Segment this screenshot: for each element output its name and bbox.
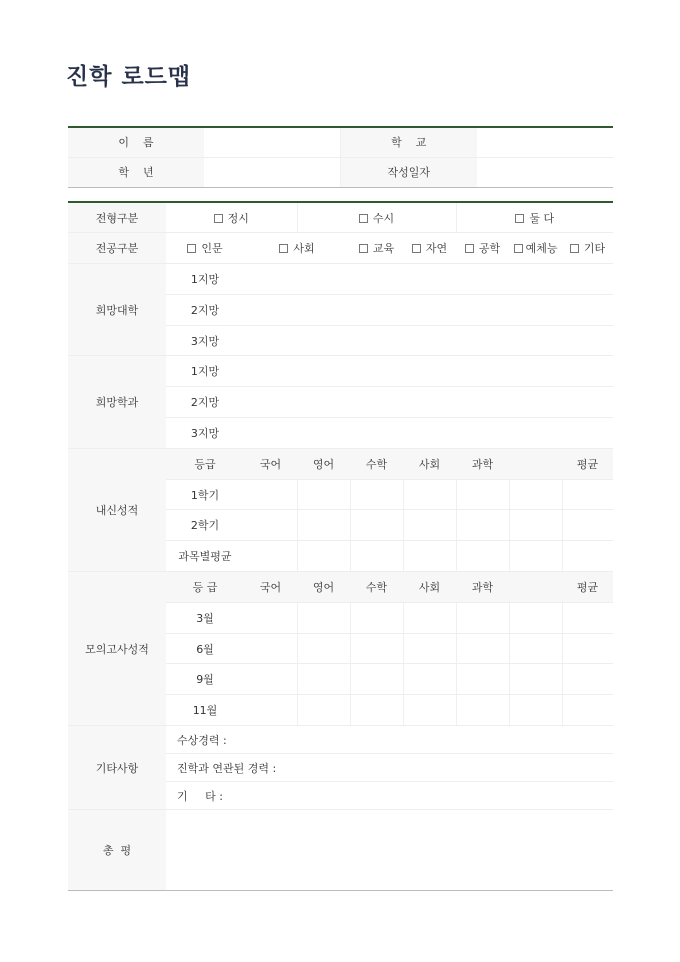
grade-cell[interactable] [403,541,456,572]
school-field[interactable] [477,127,613,157]
mock-cell[interactable] [350,664,403,695]
info-row-1 [68,127,613,157]
checkbox-icon[interactable] [359,244,368,253]
page-title: 진학 로드맵 [66,64,192,90]
grade-field[interactable] [204,157,340,187]
admission-option-0[interactable]: 정시 [166,202,297,233]
mock-header-cell: 국어 [244,572,297,603]
mock-cell[interactable] [297,633,350,664]
other-etc-field[interactable]: 기 타 : [166,782,613,810]
major-option-3[interactable]: 자연 [403,233,456,264]
checkbox-icon[interactable] [570,244,579,253]
semester-label: 1학기 [166,479,244,510]
dept-choice-label: 2지망 [166,387,244,418]
mock-cell[interactable] [350,602,403,633]
school-grade-header-row [68,448,613,479]
checkbox-icon[interactable] [279,244,288,253]
total-label: 총 평 [68,810,166,891]
admission-option-1[interactable]: 수시 [297,202,456,233]
grade-header-cell: 영어 [297,448,350,479]
grade-cell[interactable] [562,541,613,572]
school-grades-label: 내신성적 [68,448,166,571]
mock-cell[interactable] [403,602,456,633]
school-label: 학 교 [340,127,477,157]
mock-header-cell: 영어 [297,572,350,603]
grade-cell[interactable] [244,510,297,541]
mock-header-cell: 등 급 [166,572,244,603]
mock-cell[interactable] [403,664,456,695]
mock-cell[interactable] [403,633,456,664]
dept-choice-label: 3지망 [166,418,244,449]
major-label: 전공구분 [68,233,166,264]
grade-header-cell: 국어 [244,448,297,479]
total-row [68,810,613,891]
roadmap-table [68,201,613,891]
checkbox-icon[interactable] [515,214,524,223]
grade-cell[interactable] [297,510,350,541]
grade-cell[interactable] [350,541,403,572]
grade-cell[interactable] [509,510,562,541]
dept-choice-label: 1지망 [166,356,244,387]
month-label: 3월 [166,602,244,633]
checkbox-icon[interactable] [187,244,196,253]
grade-cell[interactable] [350,510,403,541]
desired-dept-label: 희망학과 [68,356,166,448]
checkbox-icon[interactable] [359,214,368,223]
grade-header-cell: 사회 [403,448,456,479]
mock-cell[interactable] [562,664,613,695]
mock-cell[interactable] [244,695,297,726]
month-label: 6월 [166,633,244,664]
mock-cell[interactable] [509,633,562,664]
grade-cell[interactable] [244,541,297,572]
dept-choice-field[interactable] [244,387,613,418]
date-label: 작성일자 [340,157,477,187]
mock-cell[interactable] [297,695,350,726]
mock-cell[interactable] [244,633,297,664]
mock-header-cell: 평균 [562,572,613,603]
mock-header-row [68,572,613,603]
mock-cell[interactable] [562,602,613,633]
total-field[interactable] [166,810,613,891]
mock-cell[interactable] [297,602,350,633]
mock-header-cell: 사회 [403,572,456,603]
mock-cell[interactable] [562,633,613,664]
checkbox-icon[interactable] [214,214,223,223]
major-option-2[interactable]: 교육 [350,233,403,264]
grade-header-cell: 과학 [456,448,509,479]
mock-cell[interactable] [244,664,297,695]
grade-cell[interactable] [562,510,613,541]
month-label: 11월 [166,695,244,726]
grade-cell[interactable] [456,479,509,510]
univ-row-1 [68,264,613,295]
date-field[interactable] [477,157,613,187]
mock-exam-label: 모의고사성적 [68,572,166,726]
major-option-4[interactable]: 공학 [456,233,509,264]
major-option-6[interactable]: 기타 [562,233,613,264]
awards-field[interactable]: 수상경력 : [166,726,613,754]
grade-cell[interactable] [509,479,562,510]
grade-cell[interactable] [456,510,509,541]
admission-label: 전형구분 [68,202,166,233]
dept-choice-field[interactable] [244,418,613,449]
name-label: 이 름 [68,127,204,157]
grade-header-cell: 평균 [562,448,613,479]
grade-cell[interactable] [403,510,456,541]
mock-header-cell: 수학 [350,572,403,603]
mock-cell[interactable] [456,695,509,726]
mock-cell[interactable] [350,695,403,726]
major-option-5[interactable]: 예체능 [509,233,562,264]
mock-cell[interactable] [350,633,403,664]
mock-cell[interactable] [297,664,350,695]
month-label: 9월 [166,664,244,695]
other-row-1 [68,726,613,754]
major-option-1[interactable]: 사회 [244,233,350,264]
univ-choice-field[interactable] [244,294,613,325]
semester-label: 2학기 [166,510,244,541]
related-experience-field[interactable]: 진학과 연관된 경력 : [166,754,613,782]
mock-cell[interactable] [456,633,509,664]
univ-choice-label: 1지망 [166,264,244,295]
checkbox-icon[interactable] [465,244,474,253]
checkbox-icon[interactable] [412,244,421,253]
univ-choice-field[interactable] [244,264,613,295]
grade-cell[interactable] [509,541,562,572]
dept-row-1 [68,356,613,387]
mock-header-cell: 과학 [456,572,509,603]
dept-choice-field[interactable] [244,356,613,387]
grade-cell[interactable] [456,541,509,572]
grade-header-cell: 등급 [166,448,244,479]
grade-label: 학 년 [68,157,204,187]
info-row-2 [68,157,613,187]
mock-cell[interactable] [509,664,562,695]
admission-option-2[interactable]: 둘 다 [456,202,613,233]
checkbox-icon[interactable] [514,244,523,253]
desired-univ-label: 희망대학 [68,264,166,356]
grade-header-cell: 수학 [350,448,403,479]
name-field[interactable] [204,127,340,157]
major-row [68,233,613,264]
mock-header-cell[interactable] [509,572,562,603]
grade-cell[interactable] [244,479,297,510]
student-info-table [68,126,613,188]
grade-cell[interactable] [403,479,456,510]
grade-cell[interactable] [350,479,403,510]
grade-cell[interactable] [297,541,350,572]
mock-cell[interactable] [509,695,562,726]
mock-cell[interactable] [456,664,509,695]
grade-header-cell[interactable] [509,448,562,479]
admission-row [68,202,613,233]
mock-cell[interactable] [403,695,456,726]
grade-cell[interactable] [562,479,613,510]
mock-cell[interactable] [244,602,297,633]
univ-choice-field[interactable] [244,325,613,356]
major-option-0[interactable]: 인문 [166,233,244,264]
univ-choice-label: 3지망 [166,325,244,356]
mock-cell[interactable] [456,602,509,633]
grade-cell[interactable] [297,479,350,510]
semester-label: 과목별평균 [166,541,244,572]
univ-choice-label: 2지망 [166,294,244,325]
mock-cell[interactable] [562,695,613,726]
other-label: 기타사항 [68,726,166,810]
mock-cell[interactable] [509,602,562,633]
